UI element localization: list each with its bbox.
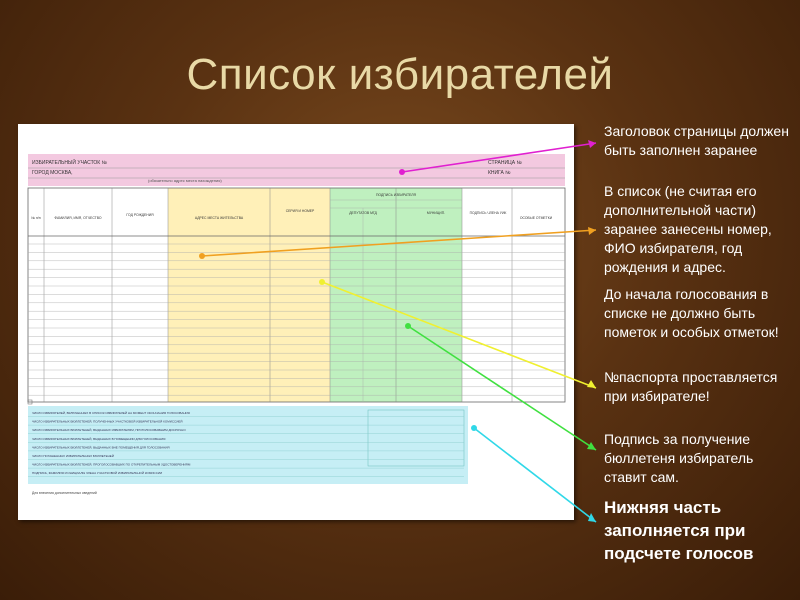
header-book: КНИГА № <box>488 170 511 176</box>
header-district: ИЗБИРАТЕЛЬНЫЙ УЧАСТОК № <box>32 160 107 166</box>
header-page: СТРАНИЦА № <box>488 160 522 166</box>
slide-title: Список избирателей <box>186 50 614 99</box>
subcol-municipal: МУНИЦИП. <box>426 211 446 215</box>
footer-line: ЧИСЛО ИЗБИРАТЕЛЬНЫХ БЮЛЛЕТЕНЕЙ, ПОЛУЧЕННЫХ УЧАСТКОВОЙ ИЗБИРАТЕЛЬНОЙ КОМИССИЕЙ <box>32 419 183 424</box>
col-header-number: № п/п <box>31 216 41 220</box>
note-header: Заголовок страницы должен быть заполнен заранее <box>604 123 789 158</box>
footer-line: ЧИСЛО ИЗБИРАТЕЛЬНЫХ БЮЛЛЕТЕНЕЙ, ПРОГОЛОСОВАВШИХ ПО ОТКРЕПИТЕЛЬНЫМ УДОСТОВЕРЕНИЯМ <box>32 462 191 467</box>
footer-line: ПОДПИСЬ, ФАМИЛИЯ И ИНИЦИАЛЫ ЧЛЕНА УЧАСТКОВОЙ ИЗБИРАТЕЛЬНОЙ КОМИССИИ <box>32 471 163 476</box>
header-address-hint: (обязательно адрес места нахождения) <box>148 178 222 183</box>
col-header-member-signature: ПОДПИСЬ ЧЛЕНА УИК <box>469 211 507 215</box>
col-header-special-marks: ОСОБЫЕ ОТМЕТКИ <box>519 216 553 220</box>
col-header-signature: ПОДПИСЬ ИЗБИРАТЕЛЯ <box>376 193 416 197</box>
col-header-name: ФАМИЛИЯ, ИМЯ, ОТЧЕСТВО <box>54 216 102 220</box>
footer-line: ЧИСЛО ИЗБИРАТЕЛЬНЫХ БЮЛЛЕТЕНЕЙ, ВЫДАННЫХ ВНЕ ПОМЕЩЕНИЯ ДЛЯ ГОЛОСОВАНИЯ <box>32 445 170 450</box>
col-header-birth-year: ГОД РОЖДЕНИЯ <box>126 213 154 217</box>
note-no-marks: До начала голосования в списке не должно быть пометок и особых отметок! <box>604 286 779 340</box>
subcol-duma: ДЕПУТАТОВ МГД <box>349 211 377 215</box>
header-band <box>28 154 565 186</box>
document-footnote: Для внесения дополнительных сведений <box>32 491 97 495</box>
voter-list-document <box>18 124 574 520</box>
note-signature: Подпись за получение бюллетеня избиратель ставит сам. <box>604 431 754 485</box>
footer-line: ЧИСЛО ПОГАШЕННЫХ ИЗБИРАТЕЛЬНЫХ БЮЛЛЕТЕНЕЙ <box>32 454 114 458</box>
voter-list-form <box>18 124 574 520</box>
note-footer: Нижняя часть заполняется при подсчете голосов <box>604 498 754 563</box>
col-header-address: АДРЕС МЕСТА ЖИТЕЛЬСТВА <box>194 216 244 220</box>
footer-line: ЧИСЛО ИЗБИРАТЕЛЕЙ, ВКЛЮЧЕННЫХ В СПИСОК ИЗБИРАТЕЛЕЙ НА МОМЕНТ ОКОНЧАНИЯ ГОЛОСОВАНИЯ <box>32 411 190 415</box>
footer-line: ЧИСЛО ИЗБИРАТЕЛЬНЫХ БЮЛЛЕТЕНЕЙ, ВЫДАННЫХ ИЗБИРАТЕЛЯМ, ПРОГОЛОСОВАВШИМ ДОСРОЧНО <box>32 428 186 433</box>
header-city: ГОРОД МОСКВА, <box>32 170 73 176</box>
footer-line: ЧИСЛО ИЗБИРАТЕЛЬНЫХ БЮЛЛЕТЕНЕЙ, ВЫДАННЫХ В ПОМЕЩЕНИИ ДЛЯ ГОЛОСОВАНИЯ <box>32 436 166 441</box>
col-header-passport: СЕРИЯ И НОМЕР <box>285 209 315 213</box>
note-passport: №паспорта проставляется при избирателе! <box>604 369 778 404</box>
note-list: В список (не считая его дополнительной части) заранее занесены номер, ФИО избирателя, год рождения и адрес. <box>604 183 772 275</box>
